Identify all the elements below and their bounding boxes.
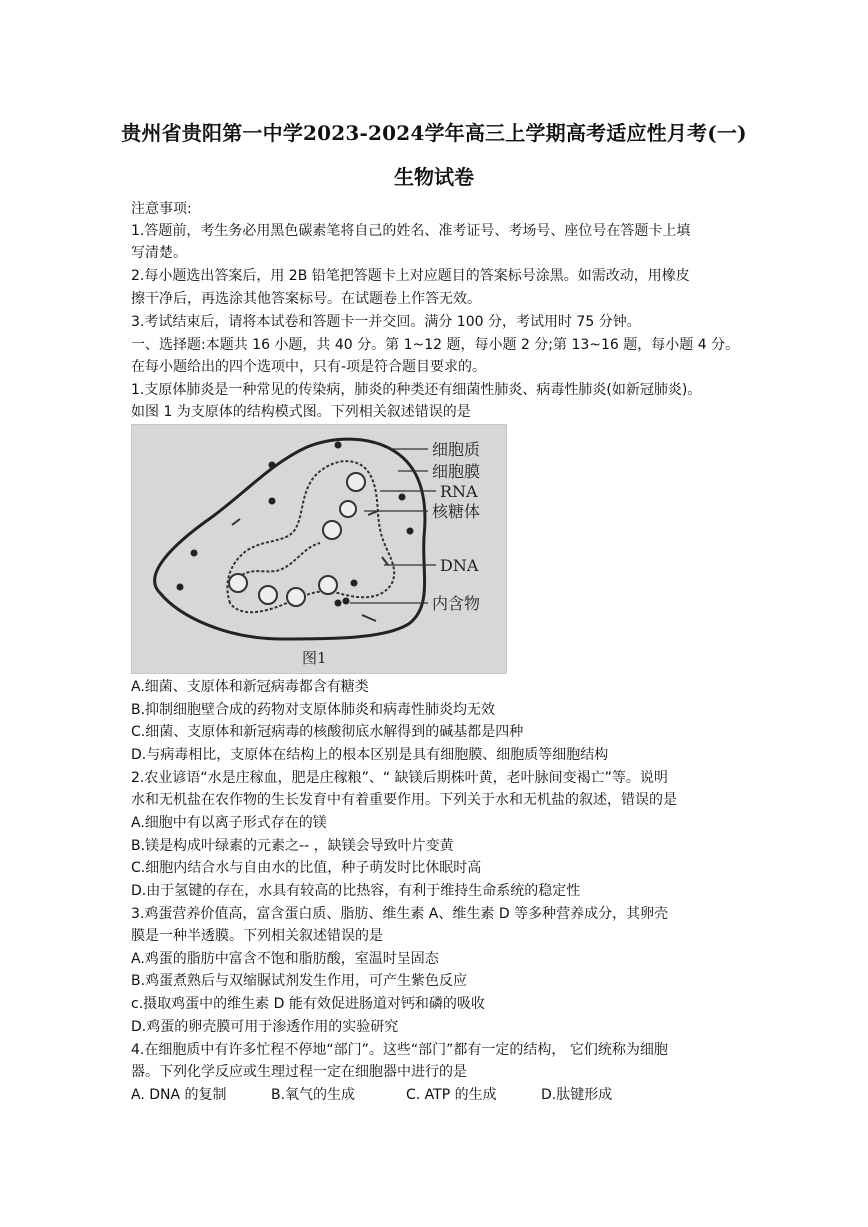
q3-option-c: c.摄取鸡蛋中的维生素 D 能有效促进肠道对钙和磷的吸收: [131, 996, 485, 1012]
ribosome: [229, 574, 247, 592]
q2-stem-line-2: 水和无机盐在农作物的生长发育中有着重要作用。下列关于水和无机盐的叙述，错误的是: [131, 792, 677, 808]
q3-stem-line-1: 3.鸡蛋营养价值高，富含蛋白质、脂肪、维生素 A、维生素 D 等多种营养成分，其卵壳: [131, 906, 669, 922]
section-intro-line-1: 一、选择题:本题共 16 小题，共 40 分。第 1~12 题，每小题 2 分;第 13~16 题，每小题 4 分。: [131, 337, 740, 353]
q4-stem-line-1: 4.在细胞质中有许多忙程不停地“部门”。这些“部门”都有一定的结构， 它们统称为细胞: [131, 1042, 668, 1058]
q4-stem-line-2: 器。下列化学反应或生理过程一定在细胞器中进行的是: [131, 1064, 467, 1080]
label-ribosome: 核糖体: [432, 502, 481, 521]
q4-option-d: D.肽键形成: [541, 1087, 613, 1103]
q1-stem-line-1: 1.支原体肺炎是一种常见的传染病，肺炎的种类还有细菌性肺炎、病毒性肺炎(如新冠肺炎)。: [131, 382, 702, 398]
ribosome: [287, 588, 305, 606]
q3-stem-line-2: 膜是一种半透膜。下列相关叙述错误的是: [131, 928, 383, 944]
q2-stem-line-1: 2.农业谚语“水是庄稼血，肥是庄稼粮”、“ 缺镁后期株叶黄，老叶脉间变褐亡”等。说明: [131, 770, 668, 786]
figure-caption: 图1: [302, 649, 327, 667]
note-3: 3.考试结束后，请将本试卷和答题卡一并交回。满分 100 分，考试用时 75 分钟。: [131, 314, 641, 330]
cell-outline: [155, 439, 425, 639]
q2-option-b: B.镁是构成叶绿素的元素之-- ，缺镁会导致叶片变黄: [131, 838, 454, 854]
q1-option-c: C.细菌、支原体和新冠病毒的核酸彻底水解得到的碱基都是四种: [131, 724, 524, 740]
note-1-line-2: 写清楚。: [131, 245, 187, 261]
label-cytoplasm: 细胞质: [432, 440, 481, 459]
notes-heading: 注意事项:: [131, 201, 192, 217]
q2-option-d: D.由于氢键的存在，水具有较高的比热容，有利于维持生命系统的稳定性: [131, 883, 581, 899]
note-2-line-2: 擦干净后，再选涂其他答案标号。在试题卷上作答无效。: [131, 291, 481, 307]
q3-option-b: B.鸡蛋煮熟后与双缩脲试剂发生作用，可产生紫色反应: [131, 973, 468, 989]
ribosome: [340, 501, 356, 517]
exam-title: 贵州省贵阳第一中学2023-2024学年高三上学期高考适应性月考(一): [121, 121, 747, 145]
q4-option-b: B.氧气的生成: [271, 1087, 356, 1103]
q2-option-c: C.细胞内结合水与自由水的比值，种子萌发时比休眠时高: [131, 860, 482, 876]
label-inclusion: 内含物: [432, 594, 481, 613]
section-intro-line-2: 在每小题给出的四个选项中，只有-项是符合题目要求的。: [131, 359, 487, 375]
label-cell-membrane: 细胞膜: [432, 462, 481, 481]
q4-option-a: A. DNA 的复制: [131, 1087, 227, 1103]
ribosome: [319, 576, 337, 594]
q2-option-a: A.细胞中有以离子形式存在的镁: [131, 815, 327, 831]
note-1-line-1: 1.答题前，考生务必用黑色碳素笔将自己的姓名、准考证号、考场号、座位号在答题卡上填: [131, 223, 691, 239]
mycoplasma-structure-figure: [131, 424, 507, 674]
q3-option-d: D.鸡蛋的卵壳膜可用于渗透作用的实验研究: [131, 1019, 399, 1035]
ribosome: [259, 586, 277, 604]
ribosome: [323, 521, 341, 539]
q1-option-b: B.抑制细胞壁合成的药物对支原体肺炎和病毒性肺炎均无效: [131, 702, 496, 718]
q1-option-a: A.细菌、支原体和新冠病毒都含有糖类: [131, 679, 369, 695]
q1-stem-line-2: 如图 1 为支原体的结构模式图。下列相关叙述错误的是: [131, 404, 471, 420]
q4-option-c: C. ATP 的生成: [406, 1087, 497, 1103]
ribosome: [347, 473, 365, 491]
label-rna: RNA: [440, 482, 478, 501]
q3-option-a: A.鸡蛋的脂肪中富含不饱和脂肪酸，室温时呈固态: [131, 951, 439, 967]
label-dna: DNA: [440, 556, 479, 575]
note-2-line-1: 2.每小题选出答案后，用 2B 铅笔把答题卡上对应题目的答案标号涂黑。如需改动，用橡皮: [131, 268, 690, 284]
q1-option-d: D.与病毒相比，支原体在结构上的根本区别是具有细胞膜、细胞质等细胞结构: [131, 747, 609, 763]
exam-subtitle: 生物试卷: [394, 165, 474, 189]
